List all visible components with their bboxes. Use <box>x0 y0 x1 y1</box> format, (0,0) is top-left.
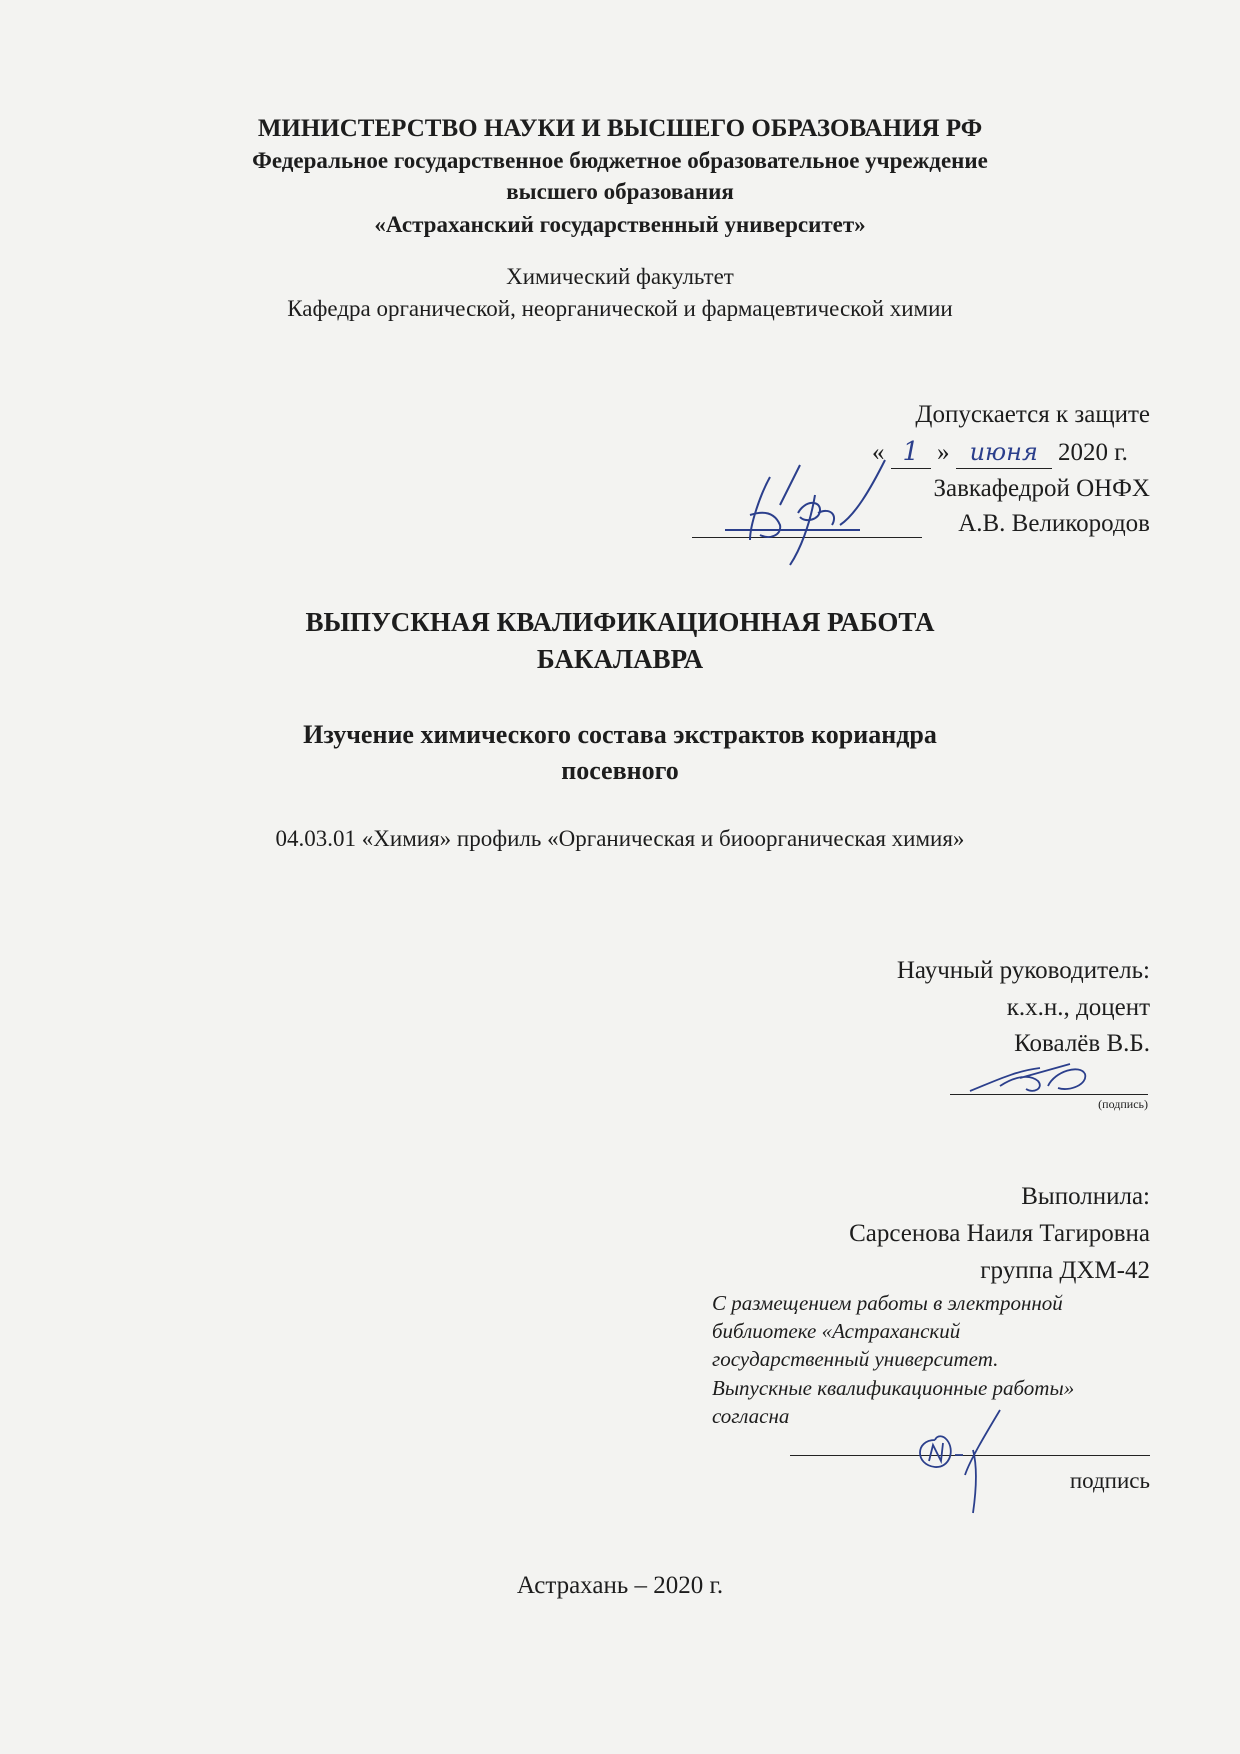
date-open-quote: « <box>872 439 885 466</box>
date-year: 2020 г. <box>1058 439 1128 466</box>
university-name: «Астраханский государственный университет» <box>374 212 866 237</box>
work-type-line-1: ВЫПУСКНАЯ КВАЛИФИКАЦИОННАЯ РАБОТА <box>305 607 935 637</box>
supervisor-signature-caption: (подпись) <box>1098 1097 1148 1111</box>
supervisor-degree: к.х.н., доцент <box>1006 994 1150 1021</box>
admitted-label: Допускается к защите <box>915 401 1150 428</box>
author-name: Сарсенова Наиля Тагировна <box>849 1220 1150 1247</box>
work-type-line-2: БАКАЛАВРА <box>536 644 704 674</box>
approval-date <box>872 436 1152 469</box>
supervisor-name: Ковалёв В.Б. <box>1014 1030 1150 1057</box>
consent-line-4: Выпускные квалификационные работы» <box>712 1376 1075 1400</box>
specialty: 04.03.01 «Химия» профиль «Органическая и биоорганическая химия» <box>275 826 965 851</box>
faculty-name: Химический факультет <box>506 264 734 289</box>
department-name: Кафедра органической, неорганической и фармацевтической химии <box>287 296 953 321</box>
consent-signature-caption: подпись <box>1069 1468 1150 1493</box>
date-close-quote: » <box>937 439 950 466</box>
approver-position: Завкафедрой ОНФХ <box>933 475 1150 502</box>
author-group: группа ДХМ-42 <box>980 1257 1150 1284</box>
ministry-heading: МИНИСТЕРСТВО НАУКИ И ВЫСШЕГО ОБРАЗОВАНИЯ РФ <box>257 115 983 142</box>
consent-line-2: библиотеке «Астраханский <box>712 1319 961 1343</box>
consent-line-3: государственный университет. <box>712 1347 999 1371</box>
work-title-line-2: посевного <box>561 756 679 785</box>
date-month: июня <box>956 436 1052 469</box>
institution-line-2: высшего образования <box>506 179 734 204</box>
approver-signature-icon <box>720 455 910 570</box>
supervisor-signature-icon <box>960 1056 1110 1101</box>
consent-line-1: С размещением работы в электронной <box>712 1291 1063 1315</box>
approver-name: А.В. Великородов <box>958 510 1150 537</box>
supervisor-label: Научный руководитель: <box>896 957 1150 984</box>
consent-line-5: согласна <box>712 1404 790 1428</box>
institution-line-1: Федеральное государственное бюджетное образовательное учреждение <box>252 148 988 173</box>
work-title-line-1: Изучение химического состава экстрактов кориандра <box>303 720 937 749</box>
date-day: 1 <box>891 436 931 469</box>
author-label: Выполнила: <box>1021 1183 1150 1210</box>
consent-signature-icon <box>905 1405 1005 1520</box>
city-year: Астрахань – 2020 г. <box>516 1572 724 1599</box>
